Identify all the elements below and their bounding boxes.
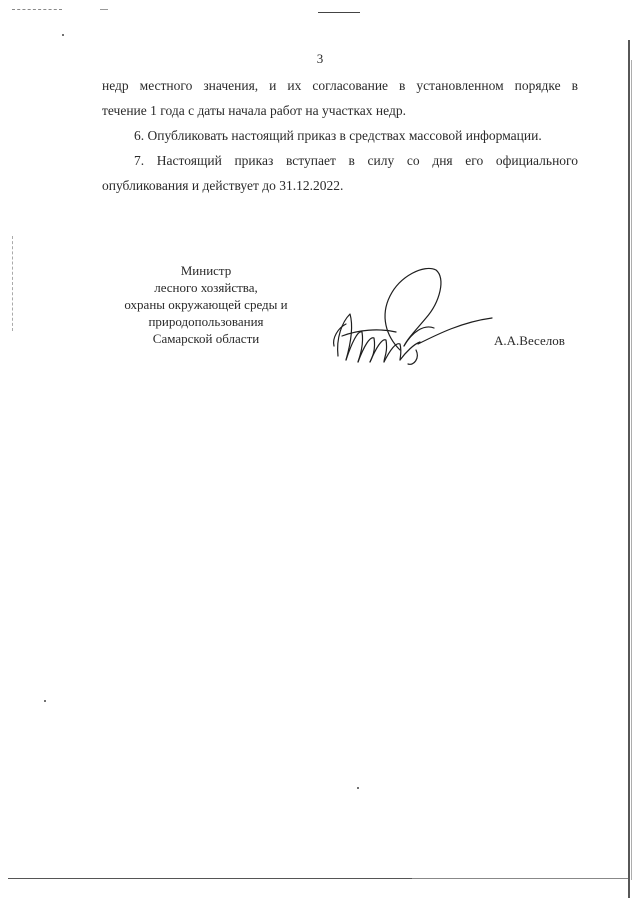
- signer-title: [86, 262, 326, 347]
- scan-edge: [631, 60, 632, 880]
- scan-edge: [412, 878, 628, 879]
- scan-mark: [318, 12, 360, 13]
- scan-edge: [8, 878, 412, 879]
- paragraph-line: опубликования и действует до 31.12.2022.: [102, 178, 344, 193]
- signer-title-line: охраны окружающей среды и: [124, 297, 288, 312]
- page-number: 3: [316, 51, 324, 66]
- scan-edge: [628, 40, 630, 898]
- signer-title-line: лесного хозяйства,: [154, 280, 258, 295]
- handwritten-signature: [328, 258, 498, 370]
- scan-mark: [12, 236, 14, 331]
- signer-name: А.А.Веселов: [494, 333, 565, 348]
- paragraph-item-7: 7. Настоящий приказ вступает в силу со дня его официального: [134, 153, 578, 168]
- scan-mark: [12, 9, 62, 11]
- scan-mark: [100, 9, 108, 10]
- scan-speck: [44, 700, 46, 702]
- scan-speck: [357, 787, 359, 789]
- scan-speck: [62, 34, 64, 36]
- paragraph-item-6: 6. Опубликовать настоящий приказ в средствах массовой информации.: [134, 128, 542, 143]
- signer-title-line: Министр: [180, 263, 232, 278]
- paragraph-line: течение 1 года с даты начала работ на участках недр.: [102, 103, 406, 118]
- signer-title-line: природопользования: [148, 314, 264, 329]
- signer-title-line: Самарской области: [152, 331, 260, 346]
- paragraph-line: недр местного значения, и их согласование в установленном порядке в: [102, 78, 578, 93]
